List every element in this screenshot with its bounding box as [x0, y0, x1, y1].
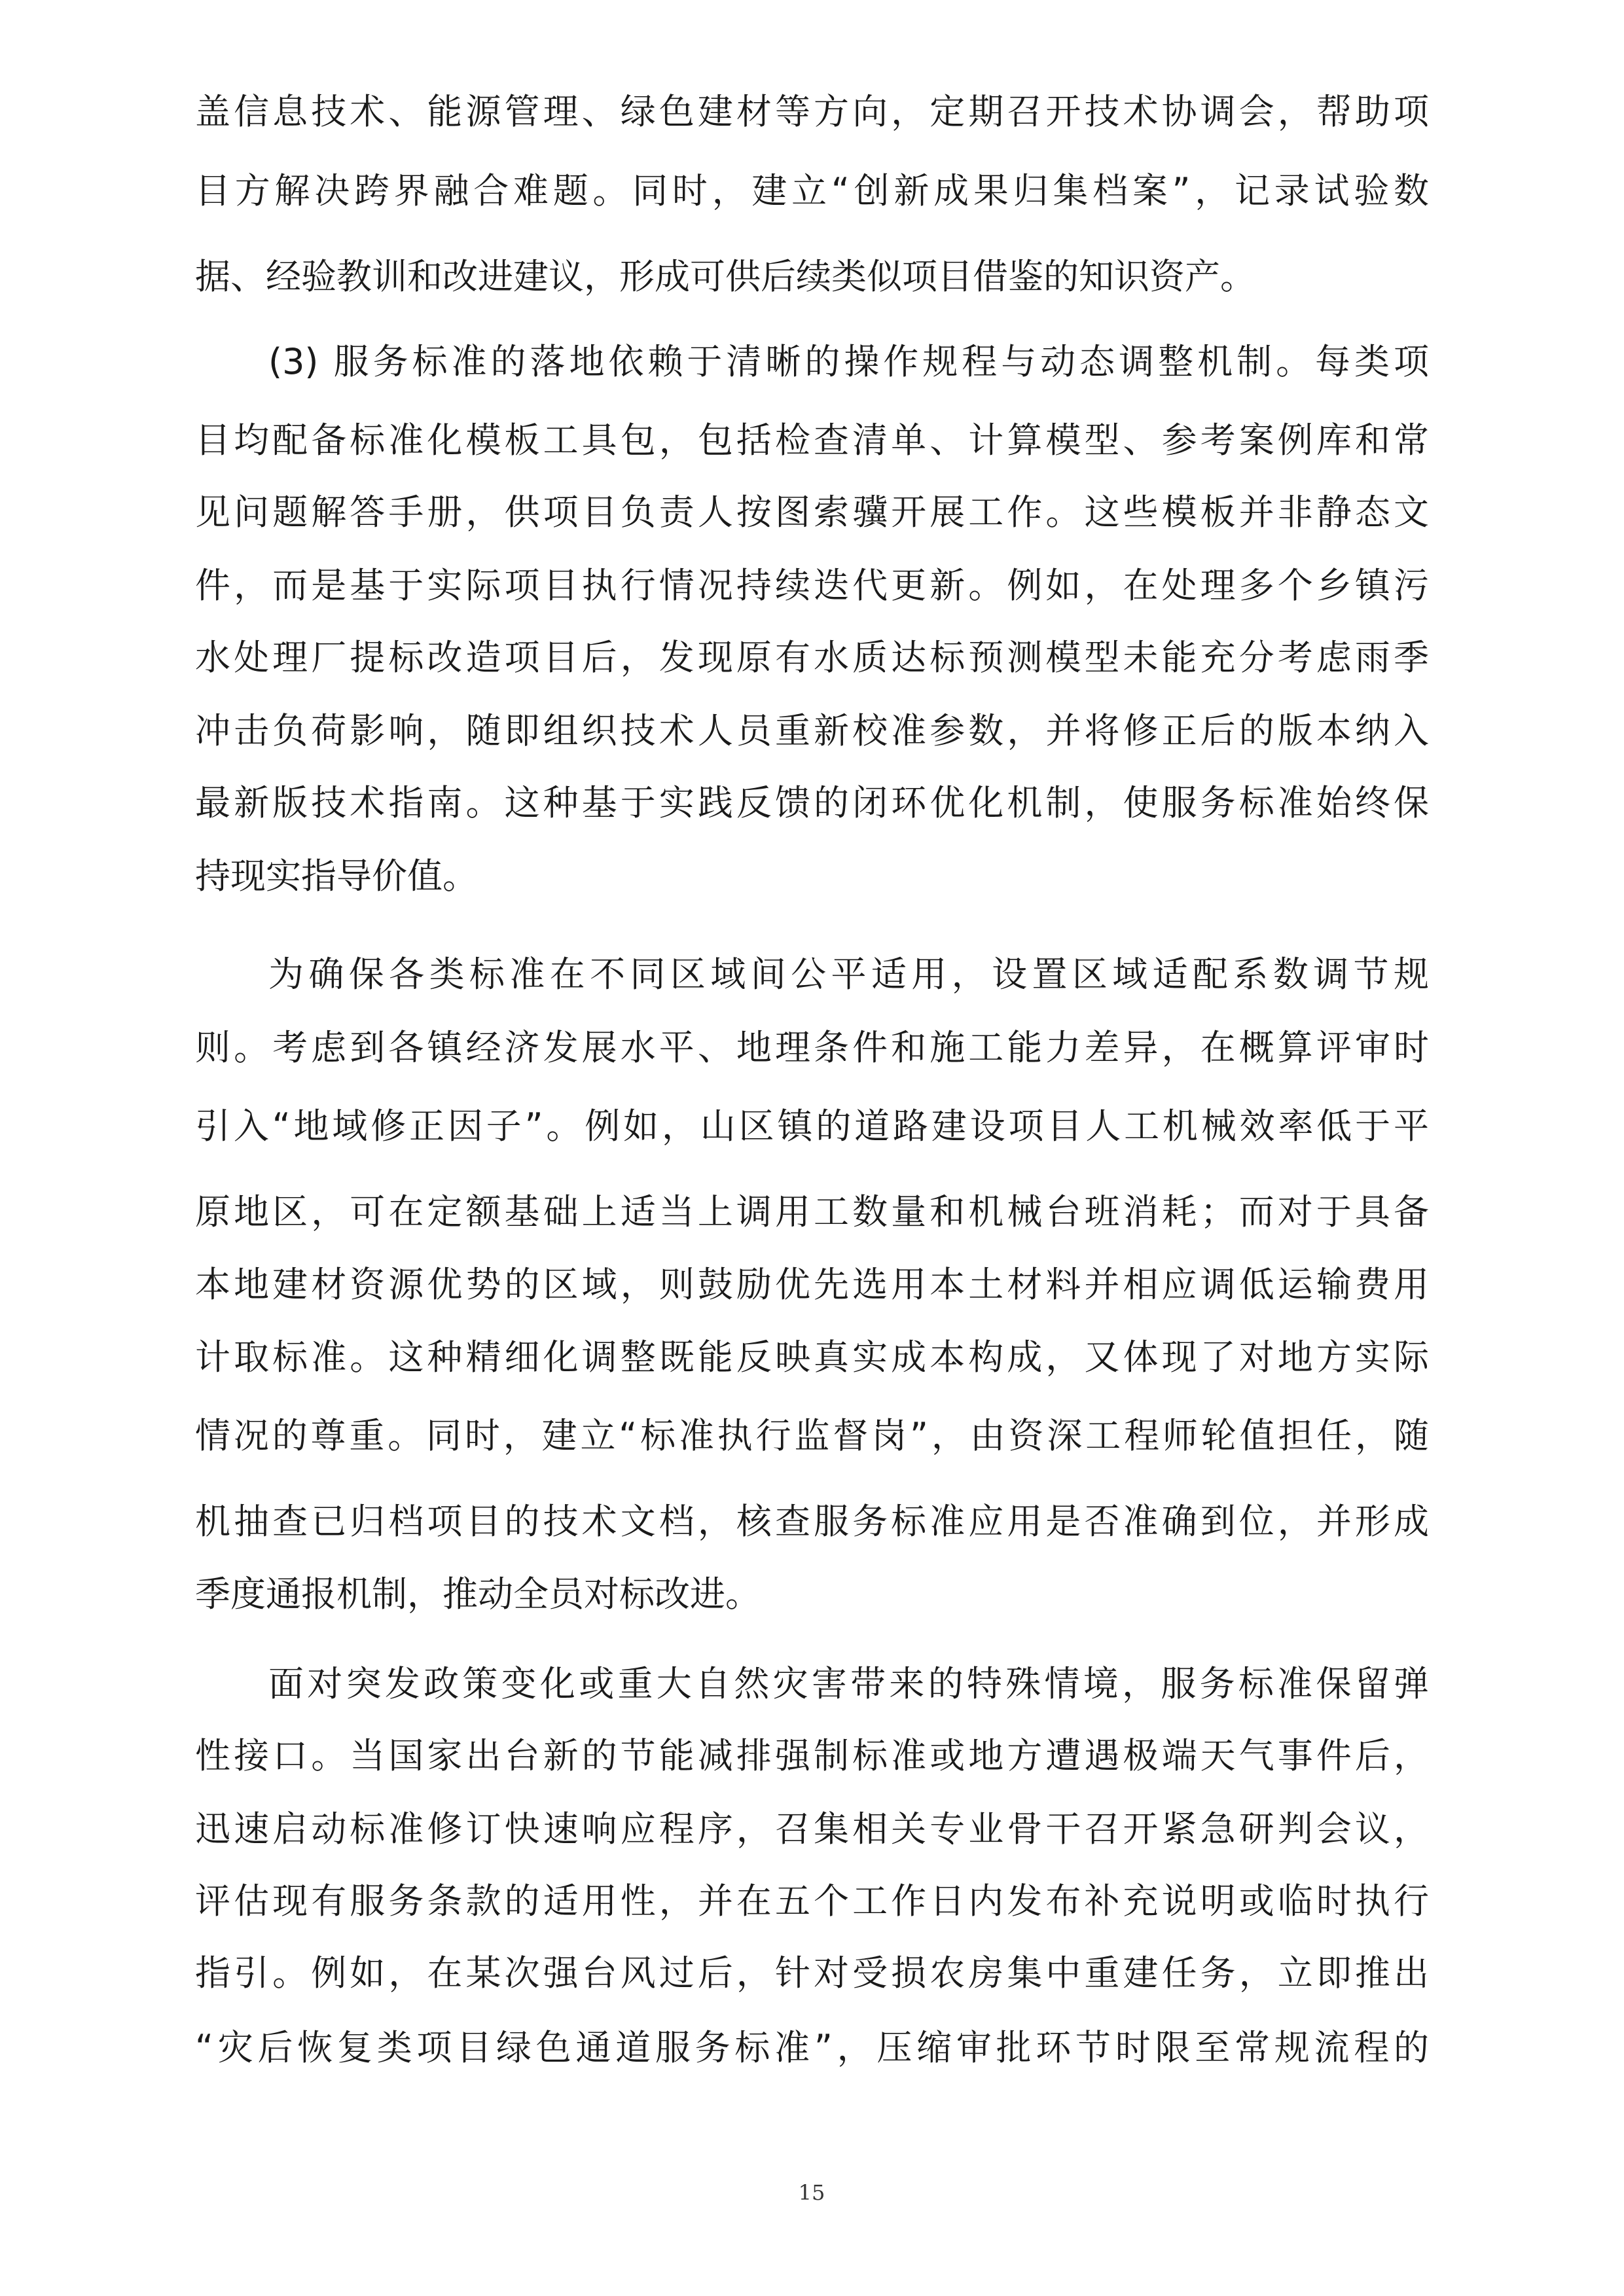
- text-line: 最新版技术指南。这种基于实践反馈的闭环优化机制，使服务标准始终保: [195, 782, 1429, 823]
- text-line: 季度通报机制，推动全员对标改进。: [195, 1573, 761, 1615]
- text-line: “灾后恢复类项目绿色通道服务标准”，压缩审批环节时限至常规流程的: [195, 2027, 1429, 2068]
- text-line: 水处理厂提标改造项目后，发现原有水质达标预测模型未能充分考虑雨季: [195, 637, 1429, 678]
- text-line: 本地建材资源优势的区域，则鼓励优先选用本土材料并相应调低运输费用: [195, 1264, 1429, 1305]
- text-line: 冲击负荷影响，随即组织技术人员重新校准参数，并将修正后的版本纳入: [195, 710, 1429, 751]
- text-line: 引入“地域修正因子”。例如，山区镇的道路建设项目人工机械效率低于平: [195, 1105, 1429, 1147]
- text-line: 性接口。当国家出台新的节能减排强制标准或地方遭遇极端天气事件后，: [195, 1735, 1429, 1776]
- text-line: 机抽查已归档项目的技术文档，核查服务标准应用是否准确到位，并形成: [195, 1501, 1429, 1542]
- text-line: 指引。例如，在某次强台风过后，针对受损农房集中重建任务，立即推出: [195, 1952, 1429, 1994]
- text-line: 据、经验教训和改进建议，形成可供后续类似项目借鉴的知识资产。: [195, 256, 1255, 297]
- text-line: 迅速启动标准修订快速响应程序，召集相关专业骨干召开紧急研判会议，: [195, 1808, 1429, 1850]
- text-line: 为确保各类标准在不同区域间公平适用，设置区域适配系数调节规: [268, 954, 1429, 995]
- page-number: 15: [798, 2180, 825, 2205]
- text-line: 件，而是基于实际项目执行情况持续迭代更新。例如，在处理多个乡镇污: [195, 565, 1429, 606]
- text-line: 盖信息技术、能源管理、绿色建材等方向，定期召开技术协调会，帮助项: [195, 91, 1429, 132]
- text-line: 情况的尊重。同时，建立“标准执行监督岗”，由资深工程师轮值担任，随: [195, 1415, 1429, 1456]
- text-line: 持现实指导价值。: [195, 855, 478, 897]
- text-line: 原地区，可在定额基础上适当上调用工数量和机械台班消耗；而对于具备: [195, 1191, 1429, 1232]
- text-line: 计取标准。这种精细化调整既能反映真实成本构成，又体现了对地方实际: [195, 1336, 1429, 1378]
- text-line: (3) 服务标准的落地依赖于清晰的操作规程与动态调整机制。每类项: [268, 341, 1429, 382]
- text-line: 见问题解答手册，供项目负责人按图索骥开展工作。这些模板并非静态文: [195, 492, 1429, 533]
- text-line: 则。考虑到各镇经济发展水平、地理条件和施工能力差异，在概算评审时: [195, 1027, 1429, 1068]
- text-line: 目均配备标准化模板工具包，包括检查清单、计算模型、参考案例库和常: [195, 420, 1429, 461]
- text-line: 评估现有服务条款的适用性，并在五个工作日内发布补充说明或临时执行: [195, 1880, 1429, 1922]
- text-line: 目方解决跨界融合难题。同时，建立“创新成果归集档案”，记录试验数: [195, 170, 1429, 211]
- text-line: 面对突发政策变化或重大自然灾害带来的特殊情境，服务标准保留弹: [268, 1663, 1429, 1704]
